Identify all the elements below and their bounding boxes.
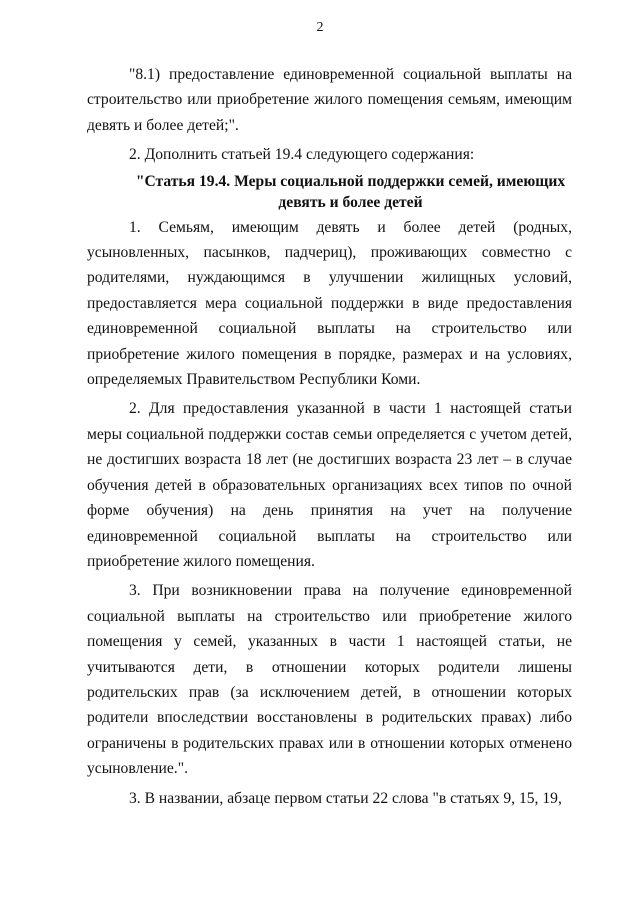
amendment-item-3: 3. В названии, абзаце первом статьи 22 слова "в статьях 9, 15, 19, <box>129 789 562 807</box>
article-heading-line-2: девять и более детей <box>278 193 423 211</box>
article-part-1: 1. Семьям, имеющим девять и более детей (родных, усыновленных, пасынков, падчериц), проживающих совместно с родителями, нуждающимся в улучшении жилищных условий, предоставляется мера социальной поддержки в виде предоставления единовременной социальной выплаты на строительство или приобретение жилого помещения в порядке, размерах и на условиях, определяемых Правительством Республики Коми. <box>87 218 572 389</box>
article-heading-line-1: "Статья 19.4. Меры социальной поддержки семей, имеющих <box>135 172 566 190</box>
article-part-3: 3. При возникновении права на получение единовременной социальной выплаты на строительство или приобретение жилого помещения у семей, указанных в части 1 настоящей статьи, не учитываются дети, в отношении которых родители лишены родительских прав (за исключением детей, в отношении которых родители впоследствии восстановлены в родительских правах) либо ограничены в родительских правах или в отношении которых отменено усыновление.". <box>87 582 572 778</box>
quote-continuation-paragraph: "8.1) предоставление единовременной социальной выплаты на строительство или приобретение жилого помещения семьям, имеющим девять и более детей;". <box>87 66 572 134</box>
amendment-item-2: 2. Дополнить статьей 19.4 следующего содержания: <box>129 146 475 164</box>
document-body <box>87 62 572 811</box>
article-part-2: 2. Для предоставления указанной в части 1 настоящей статьи меры социальной поддержки состав семьи определяется с учетом детей, не достигших возраста 18 лет (не достигших возраста 23 лет – в случае обучения детей в образовательных организациях всех типов по очной форме обучения) на день принятия на учет на получение единовременной социальной выплаты на строительство или приобретение жилого помещения. <box>87 400 572 570</box>
page-number: 2 <box>316 20 324 35</box>
article-heading <box>87 171 572 213</box>
